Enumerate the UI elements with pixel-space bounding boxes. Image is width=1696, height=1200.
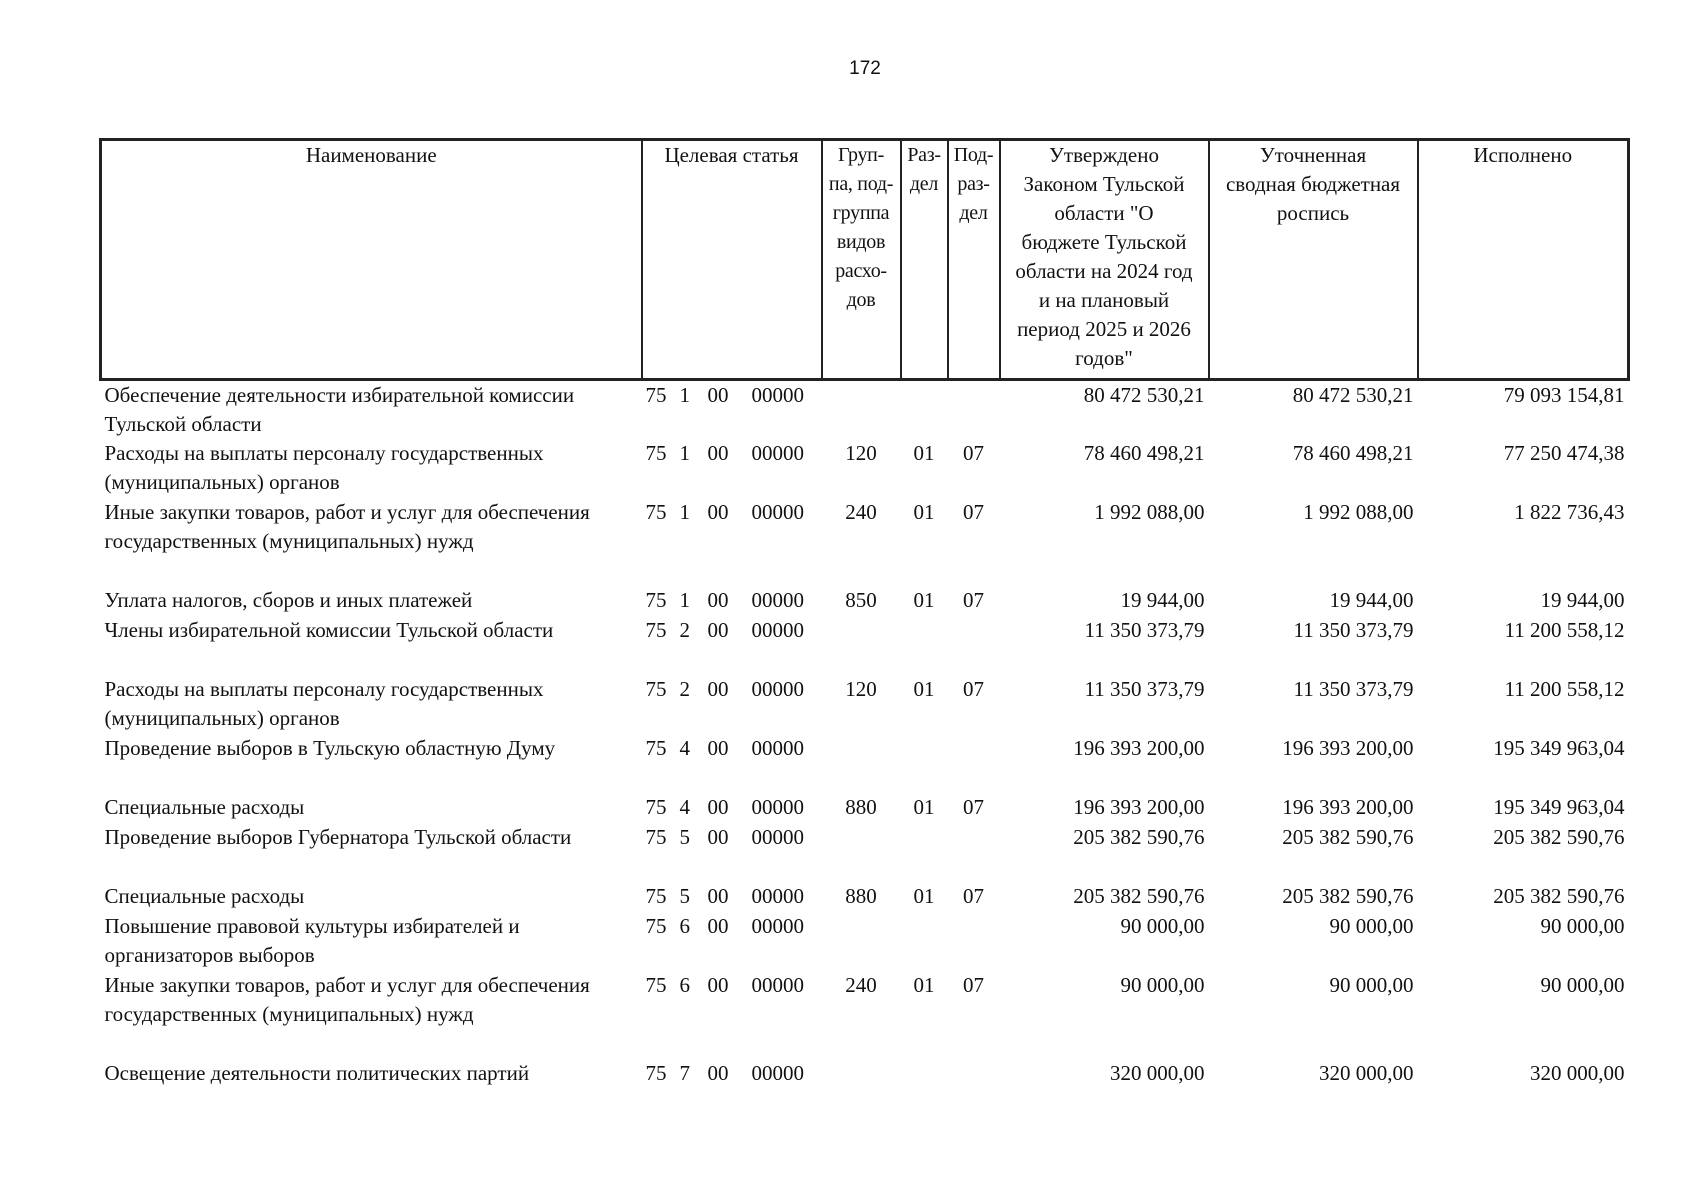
table-body <box>101 380 1629 1090</box>
target-article-part: 75 <box>645 383 667 407</box>
row-name: Проведение выборов в Тульскую областную Думу <box>104 736 556 760</box>
row-revised: 1 992 088,00 <box>1303 500 1414 524</box>
row-revised: 205 382 590,76 <box>1282 825 1414 849</box>
row-executed: 195 349 963,04 <box>1493 736 1625 760</box>
table-row <box>101 971 1629 1059</box>
row-name: Обеспечение деятельности избирательной комиссии Тульской области <box>104 383 575 436</box>
table-row <box>101 882 1629 912</box>
target-article-part: 00 <box>707 618 729 642</box>
table-row <box>101 823 1629 882</box>
row-name: Расходы на выплаты персоналу государственных (муниципальных) органов <box>104 441 544 494</box>
row-executed: 19 944,00 <box>1540 588 1625 612</box>
row-section: 01 <box>913 500 935 524</box>
row-name: Освещение деятельности политических партий <box>104 1061 530 1085</box>
target-article-part: 00000 <box>751 884 804 908</box>
row-name: Иные закупки товаров, работ и услуг для обеспечения государственных (муниципальных) нужд <box>104 500 590 553</box>
target-article-part: 1 <box>679 500 690 524</box>
row-section: 01 <box>913 884 935 908</box>
row-revised: 205 382 590,76 <box>1282 884 1414 908</box>
row-section <box>901 616 948 675</box>
target-article-part: 75 <box>645 736 667 760</box>
table-row <box>101 734 1629 793</box>
row-target-article <box>642 1059 822 1089</box>
row-section: 01 <box>913 973 935 997</box>
row-group <box>822 912 901 971</box>
target-article-part: 2 <box>679 618 690 642</box>
row-target-article <box>642 498 822 586</box>
target-article-part: 1 <box>679 441 690 465</box>
target-article-part: 75 <box>645 500 667 524</box>
target-article-part: 00 <box>707 736 729 760</box>
row-group: 880 <box>845 795 877 819</box>
target-article-part: 00 <box>707 588 729 612</box>
row-target-article <box>642 793 822 823</box>
row-name: Специальные расходы <box>104 795 305 819</box>
header-subsection: Под- раз- дел <box>948 140 1000 380</box>
target-article-part: 00 <box>707 500 729 524</box>
table-row <box>101 439 1629 498</box>
row-approved: 196 393 200,00 <box>1073 795 1205 819</box>
row-subsection: 07 <box>963 677 984 701</box>
row-executed: 79 093 154,81 <box>1503 383 1625 407</box>
row-section: 01 <box>913 588 935 612</box>
row-approved: 80 472 530,21 <box>1083 383 1205 407</box>
row-section: 01 <box>913 677 935 701</box>
row-target-article <box>642 823 822 882</box>
row-group <box>822 380 901 440</box>
row-target-article <box>642 734 822 793</box>
row-subsection: 07 <box>963 500 984 524</box>
row-subsection: 07 <box>963 795 984 819</box>
row-group <box>822 823 901 882</box>
header-name: Наименование <box>101 140 642 380</box>
target-article-part: 00 <box>707 677 729 701</box>
row-name: Расходы на выплаты персоналу государственных (муниципальных) органов <box>104 677 544 730</box>
row-revised: 90 000,00 <box>1329 973 1414 997</box>
row-revised: 196 393 200,00 <box>1282 795 1414 819</box>
table-row <box>101 498 1629 586</box>
target-article-part: 1 <box>679 383 690 407</box>
header-executed: Исполнено <box>1418 140 1629 380</box>
row-executed: 11 200 558,12 <box>1504 677 1625 701</box>
row-approved: 1 992 088,00 <box>1094 500 1205 524</box>
row-target-article <box>642 586 822 616</box>
row-group <box>822 616 901 675</box>
row-approved: 19 944,00 <box>1120 588 1205 612</box>
row-approved: 11 350 373,79 <box>1084 618 1205 642</box>
row-section: 01 <box>913 795 935 819</box>
table-row <box>101 675 1629 734</box>
row-approved: 90 000,00 <box>1120 973 1205 997</box>
table-row <box>101 616 1629 675</box>
target-article-part: 00 <box>707 795 729 819</box>
table-row <box>101 586 1629 616</box>
target-article-part: 00 <box>707 914 729 938</box>
row-group <box>822 1059 901 1089</box>
row-revised: 90 000,00 <box>1329 914 1414 938</box>
row-subsection: 07 <box>963 441 984 465</box>
row-executed: 77 250 474,38 <box>1503 441 1625 465</box>
row-revised: 196 393 200,00 <box>1282 736 1414 760</box>
target-article-part: 00000 <box>751 973 804 997</box>
target-article-part: 75 <box>645 1061 667 1085</box>
header-target-article: Целевая статья <box>642 140 822 380</box>
row-subsection <box>948 616 1000 675</box>
row-executed: 195 349 963,04 <box>1493 795 1625 819</box>
target-article-part: 75 <box>645 914 667 938</box>
row-group: 120 <box>845 677 877 701</box>
row-group: 880 <box>845 884 877 908</box>
header-group: Груп- па, под- группа видов расхо- дов <box>822 140 901 380</box>
target-article-part: 75 <box>645 588 667 612</box>
table-header <box>101 140 1629 380</box>
row-section: 01 <box>913 441 935 465</box>
row-subsection <box>948 1059 1000 1089</box>
target-article-part: 6 <box>679 973 690 997</box>
row-executed: 11 200 558,12 <box>1504 618 1625 642</box>
row-revised: 320 000,00 <box>1319 1061 1414 1085</box>
target-article-part: 1 <box>679 588 690 612</box>
row-subsection: 07 <box>963 973 984 997</box>
row-executed: 90 000,00 <box>1540 914 1625 938</box>
row-subsection <box>948 380 1000 440</box>
target-article-part: 75 <box>645 795 667 819</box>
row-approved: 205 382 590,76 <box>1073 884 1205 908</box>
row-target-article <box>642 380 822 440</box>
table-row <box>101 1059 1629 1089</box>
row-executed: 1 822 736,43 <box>1514 500 1625 524</box>
row-target-article <box>642 439 822 498</box>
target-article-part: 4 <box>679 795 690 819</box>
row-approved: 78 460 498,21 <box>1083 441 1205 465</box>
target-article-part: 7 <box>679 1061 690 1085</box>
row-target-article <box>642 882 822 912</box>
target-article-part: 00000 <box>751 1061 804 1085</box>
row-approved: 90 000,00 <box>1120 914 1205 938</box>
row-target-article <box>642 616 822 675</box>
target-article-part: 75 <box>645 441 667 465</box>
row-group: 240 <box>845 500 877 524</box>
header-approved: Утверждено Законом Тульской области "О бюджете Тульской области на 2024 год и на плановый период 2025 и 2026 годов" <box>1000 140 1209 380</box>
row-target-article <box>642 675 822 734</box>
row-approved: 205 382 590,76 <box>1073 825 1205 849</box>
row-revised: 80 472 530,21 <box>1292 383 1414 407</box>
row-group: 120 <box>845 441 877 465</box>
target-article-part: 00 <box>707 383 729 407</box>
row-name: Специальные расходы <box>104 884 305 908</box>
row-target-article <box>642 971 822 1059</box>
target-article-part: 00 <box>707 441 729 465</box>
target-article-part: 00000 <box>751 500 804 524</box>
target-article-part: 6 <box>679 914 690 938</box>
target-article-part: 00000 <box>751 383 804 407</box>
row-executed: 205 382 590,76 <box>1493 825 1625 849</box>
target-article-part: 00000 <box>751 795 804 819</box>
target-article-part: 00000 <box>751 618 804 642</box>
target-article-part: 4 <box>679 736 690 760</box>
target-article-part: 75 <box>645 825 667 849</box>
target-article-part: 2 <box>679 677 690 701</box>
row-name: Уплата налогов, сборов и иных платежей <box>104 588 473 612</box>
row-approved: 320 000,00 <box>1110 1061 1205 1085</box>
table-row <box>101 793 1629 823</box>
target-article-part: 00 <box>707 973 729 997</box>
row-section <box>901 912 948 971</box>
row-subsection: 07 <box>963 884 984 908</box>
row-section <box>901 734 948 793</box>
table-row <box>101 380 1629 440</box>
row-section <box>901 1059 948 1089</box>
target-article-part: 00000 <box>751 441 804 465</box>
target-article-part: 00 <box>707 884 729 908</box>
target-article-part: 75 <box>645 884 667 908</box>
row-revised: 78 460 498,21 <box>1292 441 1414 465</box>
row-subsection: 07 <box>963 588 984 612</box>
row-subsection <box>948 912 1000 971</box>
target-article-part: 75 <box>645 677 667 701</box>
row-group: 850 <box>845 588 877 612</box>
table-row <box>101 912 1629 971</box>
row-target-article <box>642 912 822 971</box>
target-article-part: 5 <box>679 825 690 849</box>
row-revised: 11 350 373,79 <box>1293 677 1414 701</box>
target-article-part: 75 <box>645 618 667 642</box>
row-executed: 205 382 590,76 <box>1493 884 1625 908</box>
target-article-part: 00000 <box>751 588 804 612</box>
row-subsection <box>948 823 1000 882</box>
row-revised: 11 350 373,79 <box>1293 618 1414 642</box>
page-number: 172 <box>849 58 881 79</box>
header-section: Раз- дел <box>901 140 948 380</box>
target-article-part: 00000 <box>751 736 804 760</box>
row-group: 240 <box>845 973 877 997</box>
budget-table <box>99 138 1630 1089</box>
target-article-part: 00 <box>707 825 729 849</box>
target-article-part: 00000 <box>751 825 804 849</box>
row-name: Повышение правовой культуры избирателей и организаторов выборов <box>104 914 520 967</box>
row-revised: 19 944,00 <box>1329 588 1414 612</box>
row-name: Проведение выборов Губернатора Тульской области <box>104 825 572 849</box>
row-group <box>822 734 901 793</box>
header-revised: Уточненная сводная бюджетная роспись <box>1209 140 1418 380</box>
row-subsection <box>948 734 1000 793</box>
row-executed: 90 000,00 <box>1540 973 1625 997</box>
target-article-part: 75 <box>645 973 667 997</box>
row-executed: 320 000,00 <box>1530 1061 1625 1085</box>
row-section <box>901 380 948 440</box>
row-name: Иные закупки товаров, работ и услуг для обеспечения государственных (муниципальных) нужд <box>104 973 590 1026</box>
row-name: Члены избирательной комиссии Тульской области <box>104 618 554 642</box>
row-approved: 196 393 200,00 <box>1073 736 1205 760</box>
row-section <box>901 823 948 882</box>
row-approved: 11 350 373,79 <box>1084 677 1205 701</box>
target-article-part: 5 <box>679 884 690 908</box>
target-article-part: 00000 <box>751 677 804 701</box>
target-article-part: 00000 <box>751 914 804 938</box>
target-article-part: 00 <box>707 1061 729 1085</box>
